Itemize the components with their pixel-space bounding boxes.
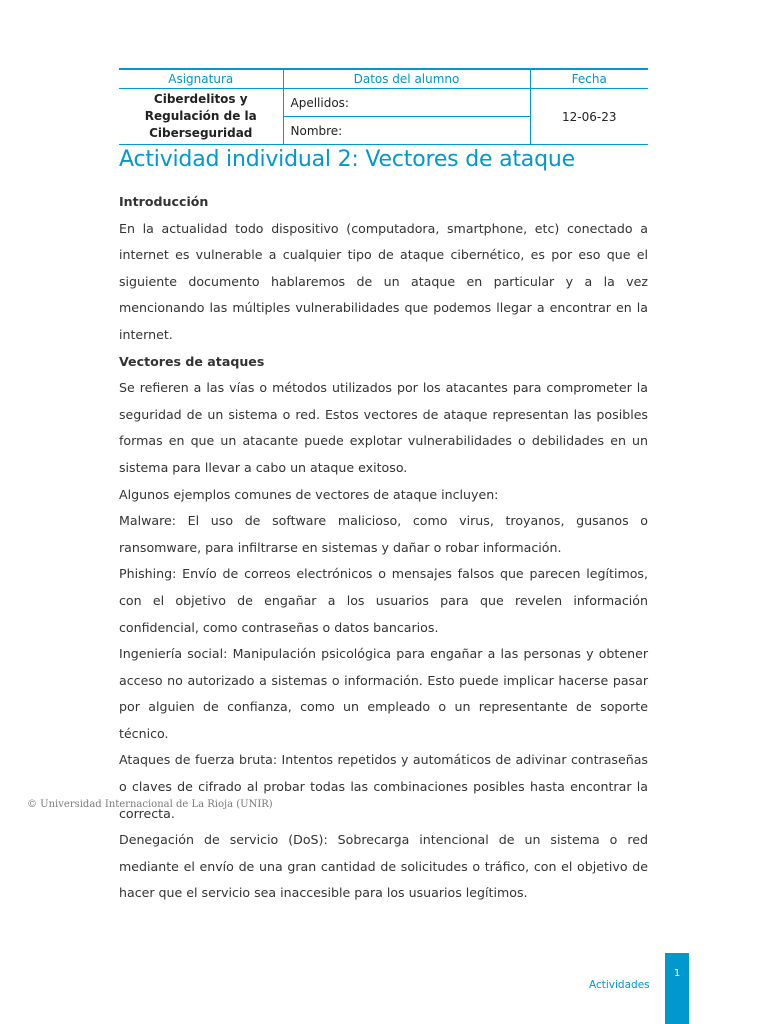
examples-intro: Algunos ejemplos comunes de vectores de ataque incluyen: <box>119 486 499 502</box>
document-title: Actividad individual 2: Vectores de ataque <box>119 147 575 172</box>
intro-heading: Introducción <box>119 194 209 209</box>
malware-paragraph: Malware: El uso de software malicioso, como virus, troyanos, gusanos o ransomware, para infiltrarse en sistemas y dañar o robar información. <box>119 513 648 555</box>
vectors-paragraph: Se refieren a las vías o métodos utilizados por los atacantes para comprometer la seguridad de un sistema o red. Estos vectores de ataque representan las posibles formas en que un atacante puede explotar vulnerabilidades o debilidades en un sistema para llevar a cabo un ataque exitoso. <box>119 380 648 475</box>
header-table-row <box>119 89 648 117</box>
footer-section-label: Actividades <box>589 979 650 991</box>
header-col-date: Fecha <box>530 69 648 89</box>
social-engineering-paragraph: Ingeniería social: Manipulación psicológica para engañar a las personas y obtener acceso no autorizado a sistemas o información. Esto puede implicar hacerse pasar por alguien de confianza, como un empleado o un representante de soporte técnico. <box>119 646 648 741</box>
header-table <box>119 68 648 145</box>
page-number-tab <box>665 953 689 1024</box>
header-table-head-row <box>119 69 648 89</box>
date-value: 12-06-23 <box>530 89 648 145</box>
header-col-subject: Asignatura <box>119 69 283 89</box>
brute-force-paragraph: Ataques de fuerza bruta: Intentos repetidos y automáticos de adivinar contraseñas o claves de cifrado al probar todas las combinaciones posibles hasta encontrar la correcta. <box>119 752 648 821</box>
dos-paragraph: Denegación de servicio (DoS): Sobrecarga intencional de un sistema o red mediante el envío de una gran cantidad de solicitudes o tráfico, con el objetivo de hacer que el servicio sea inaccesible para los usuarios legítimos. <box>119 832 648 901</box>
subject-name: Ciberdelitos y Regulación de la Ciberseguridad <box>119 89 283 145</box>
name-field: Nombre: <box>283 117 530 145</box>
header-col-student: Datos del alumno <box>283 69 530 89</box>
intro-paragraph: En la actualidad todo dispositivo (computadora, smartphone, etc) conectado a internet es vulnerable a cualquier tipo de ataque cibernético, es por eso que el siguiente documento hablaremos de un ataque en particular y a la vez mencionando las múltiples vulnerabilidades que podemos llegar a encontrar en la internet. <box>119 220 648 342</box>
copyright-watermark: © Universidad Internacional de La Rioja (UNIR) <box>27 799 273 810</box>
page-number: 1 <box>673 968 681 979</box>
vectors-heading: Vectores de ataques <box>119 353 265 369</box>
phishing-paragraph: Phishing: Envío de correos electrónicos o mensajes falsos que parecen legítimos, con el objetivo de engañar a los usuarios para que revelen información confidencial, como contraseñas o datos bancarios. <box>119 566 648 635</box>
surname-field: Apellidos: <box>283 89 530 117</box>
